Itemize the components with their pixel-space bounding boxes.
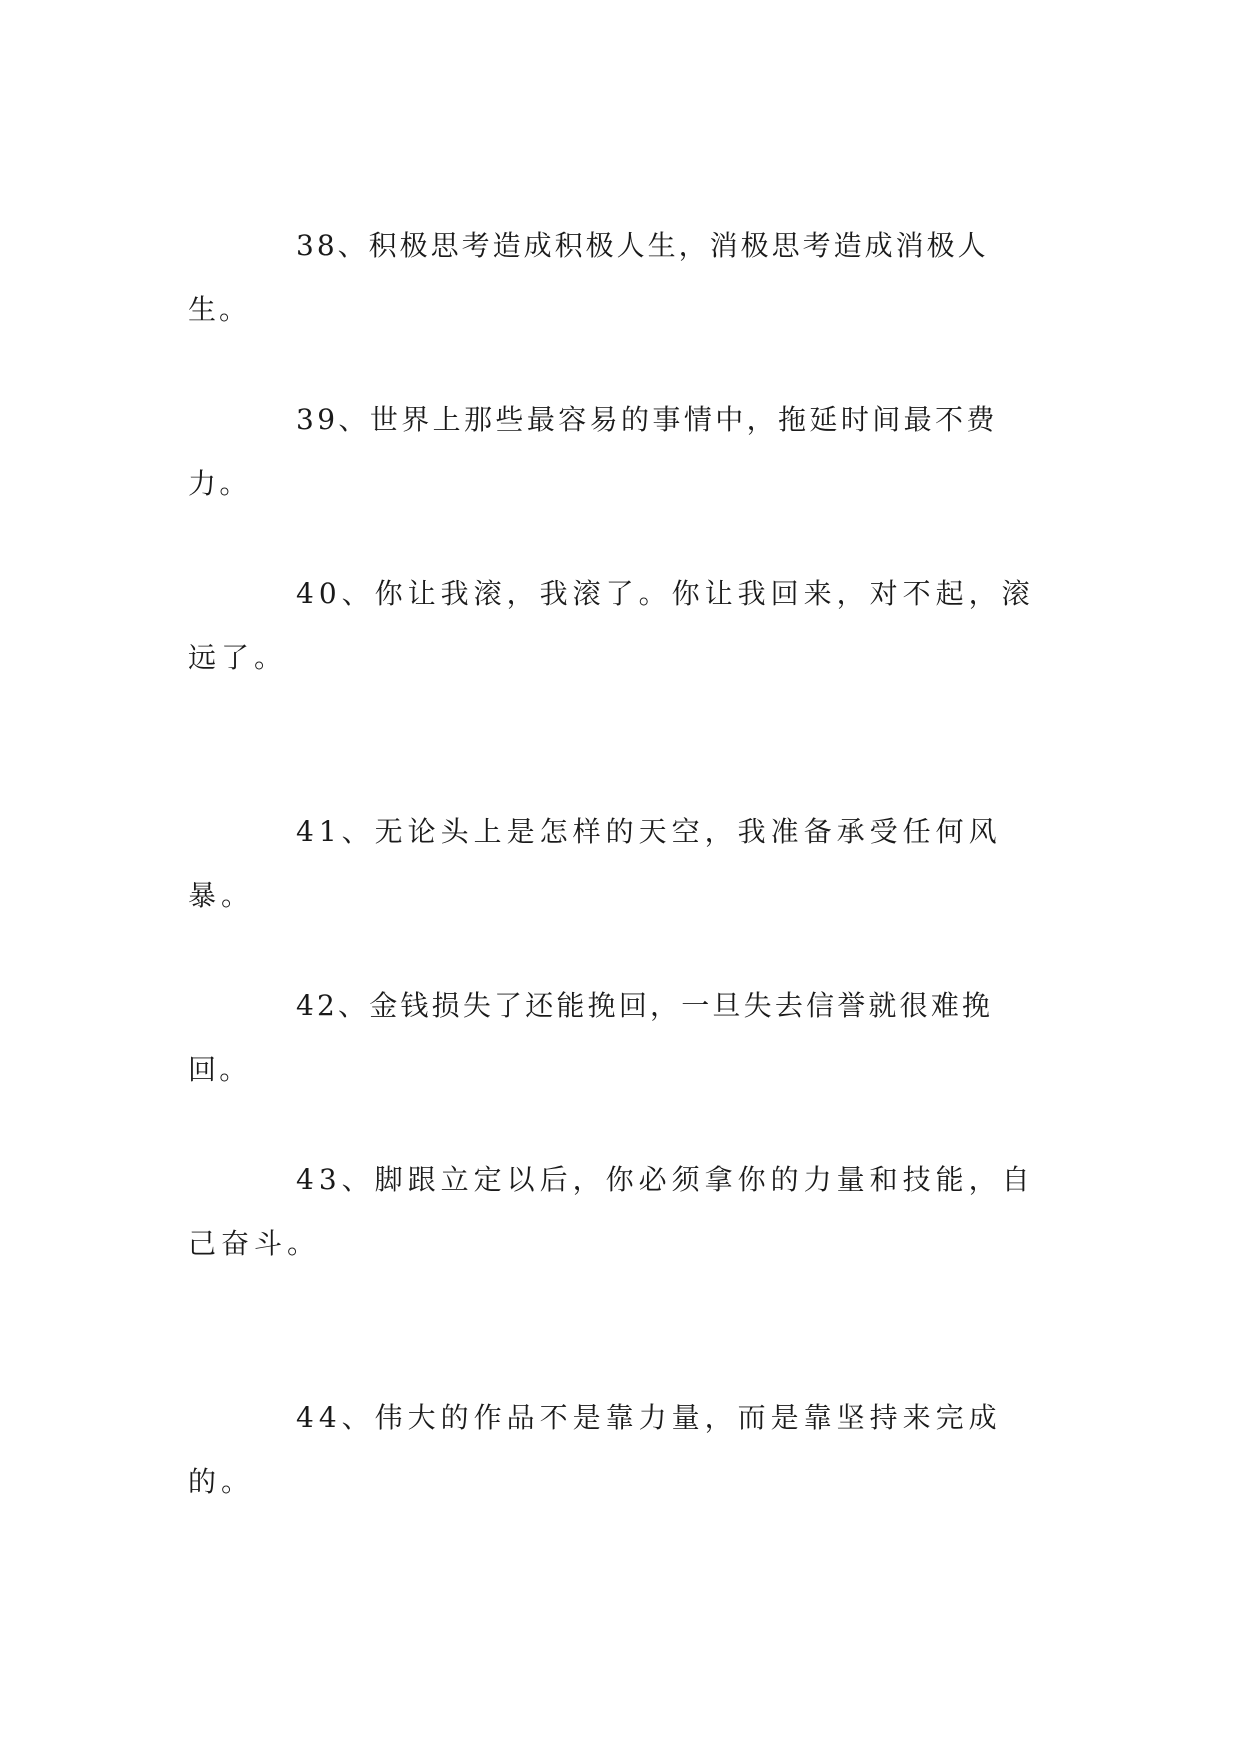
quote-paragraph-39: 39、世界上那些最容易的事情中，拖延时间最不费力。 (188, 403, 998, 500)
quote-paragraph-42: 42、金钱损失了还能挽回，一旦失去信誉就很难挽回。 (188, 989, 994, 1086)
quote-paragraph-40: 40、你让我滚，我滚了。你让我回来，对不起，滚远了。 (188, 577, 1035, 674)
quote-paragraph-41: 41、无论头上是怎样的天空，我准备承受任何风暴。 (188, 815, 1002, 912)
quote-paragraph-44: 44、伟大的作品不是靠力量，而是靠坚持来完成的。 (188, 1401, 1002, 1498)
quote-paragraph-43: 43、脚跟立定以后，你必须拿你的力量和技能，自己奋斗。 (188, 1163, 1035, 1260)
quote-paragraph-38: 38、积极思考造成积极人生，消极思考造成消极人生。 (188, 229, 989, 326)
